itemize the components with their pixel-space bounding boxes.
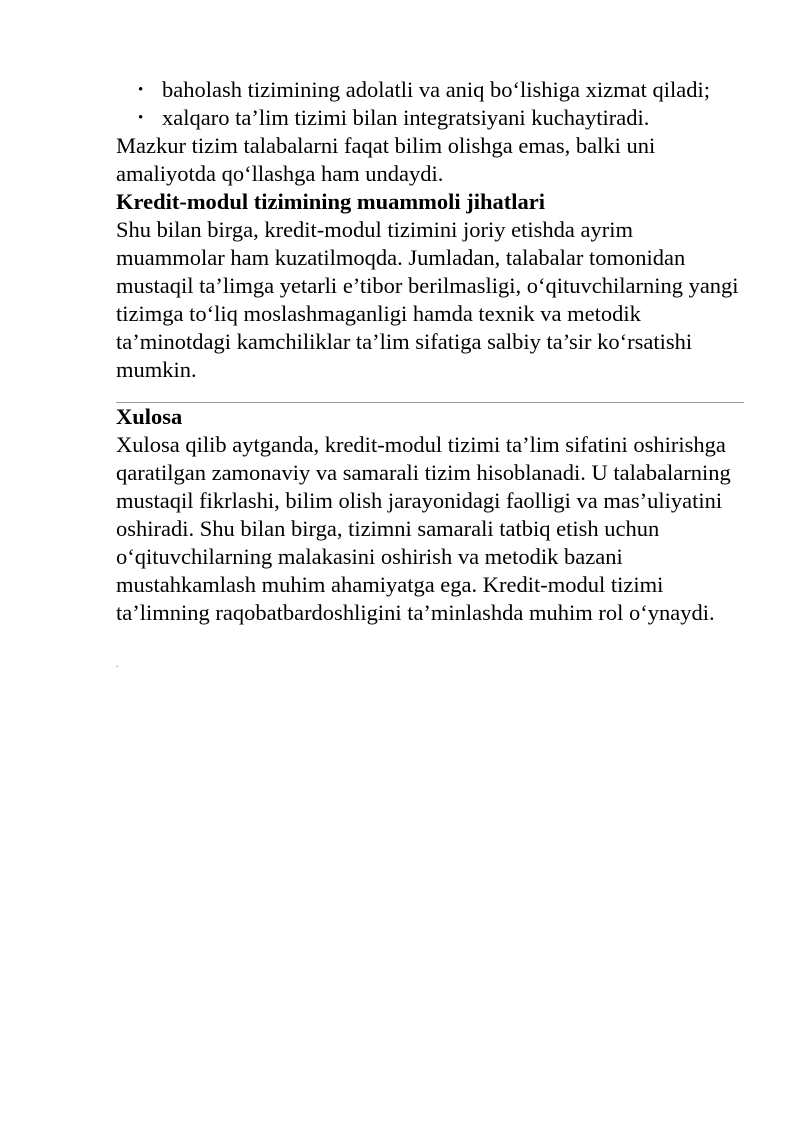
bullet-icon: • <box>138 82 144 98</box>
list-item-text: xalqaro ta’lim tizimi bilan integratsiyani kuchaytiradi. <box>162 105 650 130</box>
paragraph-problems: Shu bilan birga, kredit-modul tizimini joriy etishda ayrim muammolar ham kuzatilmoqda. Jumladan, talabalar tomonidan mustaqil ta’limga yetarli e’tibor berilmasligi, o‘qituvchilarning yangi tizimga to‘liq moslashmaganligi hamda texnik va metodik ta’minotdagi kamchiliklar ta’lim sifatiga salbiy ta’sir ko‘rsatishi mumkin. <box>116 217 739 382</box>
heading-problems: Kredit-modul tizimining muammoli jihatlari <box>116 189 545 214</box>
list-item <box>116 104 746 132</box>
bullet-list <box>116 76 746 132</box>
list-item-text: baholash tizimining adolatli va aniq bo‘lishiga xizmat qiladi; <box>162 77 711 102</box>
list-item <box>116 76 746 104</box>
heading-conclusion: Xulosa <box>116 404 183 429</box>
paragraph-benefits-summary: Mazkur tizim talabalarni faqat bilim olishga emas, balki uni amaliyotda qo‘llashga ham undaydi. <box>116 133 656 186</box>
paragraph-conclusion: Xulosa qilib aytganda, kredit-modul tizimi ta’lim sifatini oshirishga qaratilgan zamonaviy va samarali tizim hisoblanadi. U talabalarning mustaqil fikrlashi, bilim olish jarayonidagi faolligi va mas’uliyatini oshiradi. Shu bilan birga, tizimni samarali tatbiq etish uchun o‘qituvchilarning malakasini oshirish va metodik bazani mustahkamlash muhim ahamiyatga ega. Kredit-modul tizimi ta’limning raqobatbardoshligini ta’minlashda muhim rol o‘ynaydi. <box>116 432 731 625</box>
document-page <box>116 76 746 671</box>
bullet-icon: • <box>138 110 144 126</box>
trailing-mark: . <box>116 659 119 670</box>
